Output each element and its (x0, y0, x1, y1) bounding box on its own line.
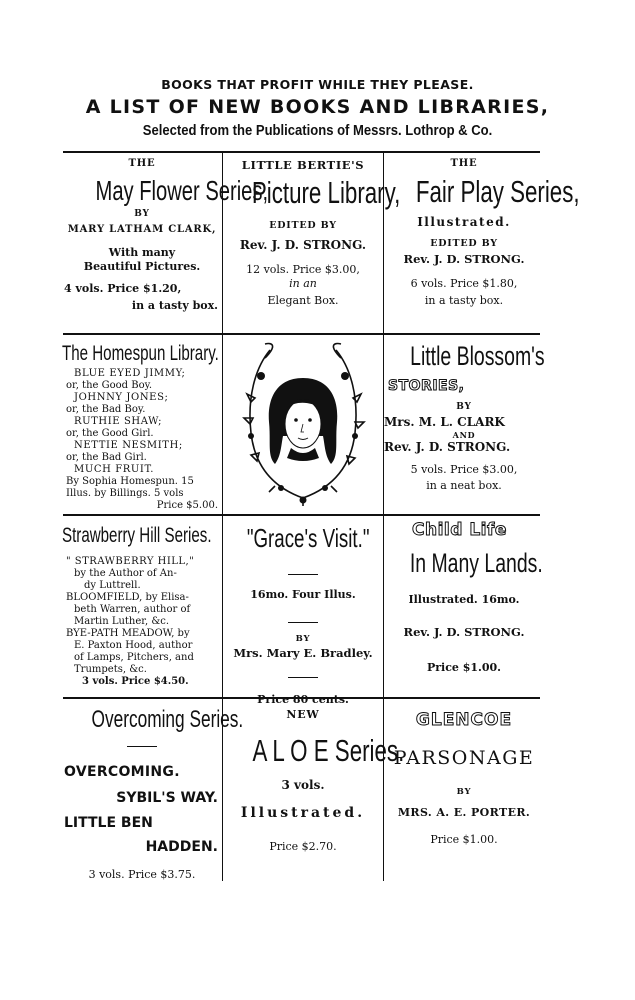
price-line: 3 vols. Price $3.75. (88, 868, 196, 881)
label-edited-by: EDITED BY (430, 237, 498, 249)
cell-blossom-stories (384, 340, 544, 492)
publisher-line: Selected from the Publications of Messrs. Lothrop & Co. (142, 123, 493, 139)
label-by: BY (456, 401, 472, 412)
book-item: HADDEN. (145, 838, 218, 855)
series-title: Overcoming Series. (91, 706, 244, 733)
book-title-line2: In Many Lands. (409, 548, 543, 579)
book-item: SYBIL'S WAY. (116, 789, 218, 806)
byline: By Sophia Homespun. 15 (66, 476, 194, 487)
series-title: The Homespun Library. (62, 342, 219, 365)
cell-child-life (384, 520, 544, 675)
book-title-line2: PARSONAGE (393, 747, 535, 770)
cell-aloe-series (223, 708, 405, 854)
label-edited-by: EDITED BY (269, 220, 337, 232)
cell-fairplay-series (384, 158, 580, 307)
price-line: Price $2.70. (269, 840, 337, 854)
book-title-line1: GLENCOE (415, 710, 513, 730)
series-title: Little Blossom's (410, 341, 545, 371)
book-title: "Grace's Visit." (246, 523, 370, 553)
author-name: Mrs. Mary E. Bradley. (233, 646, 373, 661)
list-item: BLOOMFIELD, by Elisa- (66, 592, 189, 603)
label-new: NEW (286, 708, 320, 721)
list-item: Trumpets, &c. (74, 664, 147, 675)
list-item: Martin Luther, &c. (74, 616, 169, 627)
series-title: A L O E Series. (252, 732, 405, 768)
label-by: BY (295, 633, 311, 644)
cell-overcoming-series (62, 704, 244, 882)
page-subheading: BOOKS THAT PROFIT WHILE THEY PLEASE. (161, 77, 474, 92)
list-item: BYE-PATH MEADOW, by (66, 628, 190, 639)
list-item: beth Warren, author of (74, 604, 191, 615)
list-item: or, the Good Girl. (66, 428, 154, 439)
editor-name: Rev. J. D. STRONG. (403, 252, 525, 267)
illustrated-label: Illustrated. (417, 214, 511, 229)
box-line: in a neat box. (426, 478, 502, 492)
illustrated-label: Illustrated. (240, 804, 366, 821)
list-item: RUTHIE SHAW; (74, 416, 163, 427)
list-item: or, the Bad Girl. (66, 452, 147, 463)
author-name: MARY LATHAM CLARK, (67, 223, 217, 235)
list-item: of Lamps, Pitchers, and (74, 652, 194, 663)
list-item: BLUE EYED JIMMY; (74, 368, 186, 379)
illus-line: Illus. by Billings. 5 vols (66, 488, 184, 499)
box-line: in an (289, 277, 317, 290)
price-line: Price 80 cents. (257, 692, 349, 706)
price-line: Price $1.00. (426, 661, 502, 675)
vols-line: 3 vols. (281, 777, 325, 792)
list-item: dy Luttrell. (84, 580, 141, 591)
price-line: 3 vols. Price $4.50. (82, 676, 189, 687)
series-title: Fair Play Series, (415, 173, 580, 209)
price-line: Price $5.00. (156, 500, 218, 511)
list-item: E. Paxton Hood, author (74, 640, 193, 651)
box-line: in a tasty box. (131, 298, 218, 312)
cell-glencoe-parsonage (384, 710, 544, 847)
series-title: Picture Library, (251, 175, 401, 211)
label-the: THE (128, 158, 156, 169)
list-item: or, the Bad Boy. (66, 404, 146, 415)
author-name: MRS. A. E. PORTER. (397, 805, 531, 819)
description-line: Beautiful Pictures. (83, 260, 201, 273)
series-title: May Flower Series, (95, 174, 269, 206)
label-by: BY (456, 787, 472, 797)
editor-name: Rev. J. D. STRONG. (403, 625, 525, 639)
ornament-rule (288, 574, 318, 576)
book-title-line1: Child Life (412, 520, 507, 540)
list-item: NETTIE NESMITH; (74, 440, 183, 451)
divider-row2 (63, 514, 540, 516)
price-line: 12 vols. Price $3.00, (246, 263, 360, 277)
cell-homespun-library (62, 340, 222, 512)
portrait-illustration (225, 338, 381, 510)
label-little-berties: LITTLE BERTIE'S (241, 158, 365, 172)
series-title: Strawberry Hill Series. (62, 524, 212, 547)
box-line: in a tasty box. (424, 293, 504, 307)
label-the: THE (450, 158, 478, 169)
ornament-rule (127, 746, 157, 748)
price-line: 5 vols. Price $3.00, (410, 462, 518, 476)
cell-bertie-library (223, 158, 401, 308)
box-line: Elegant Box. (267, 293, 339, 307)
illustrated-line: Illustrated. 16mo. (408, 593, 520, 607)
list-item: JOHNNY JONES; (74, 392, 169, 403)
ornament-rule (288, 622, 318, 624)
author-name: Mrs. M. L. CLARK (384, 414, 505, 429)
stories-label: STORIES, (388, 378, 465, 394)
price-line: 6 vols. Price $1.80, (410, 276, 518, 290)
book-item: LITTLE BEN (64, 815, 153, 831)
ornament-rule (288, 677, 318, 679)
book-item: OVERCOMING. (64, 764, 180, 780)
divider-top (63, 151, 540, 153)
author-name: Rev. J. D. STRONG. (384, 439, 511, 454)
description-line: With many (108, 246, 176, 260)
price-line: 4 vols. Price $1.20, (64, 281, 182, 295)
list-item: by the Author of An- (74, 568, 177, 579)
editor-name: Rev. J. D. STRONG. (239, 238, 367, 253)
label-by: BY (134, 208, 150, 219)
page-title: A LIST OF NEW BOOKS AND LIBRARIES, (85, 96, 550, 118)
cell-mayflower-series (62, 158, 269, 312)
list-item: " STRAWBERRY HILL," (66, 556, 195, 567)
format-line: 16mo. Four Illus. (250, 588, 356, 601)
cell-strawberry-hill (62, 522, 222, 688)
cell-graces-visit (223, 522, 383, 707)
divider-row1 (63, 333, 540, 335)
price-line: Price $1.00. (430, 833, 498, 847)
list-item: MUCH FRUIT. (74, 464, 155, 475)
label-and: AND (452, 429, 476, 440)
list-item: or, the Good Boy. (66, 380, 153, 391)
